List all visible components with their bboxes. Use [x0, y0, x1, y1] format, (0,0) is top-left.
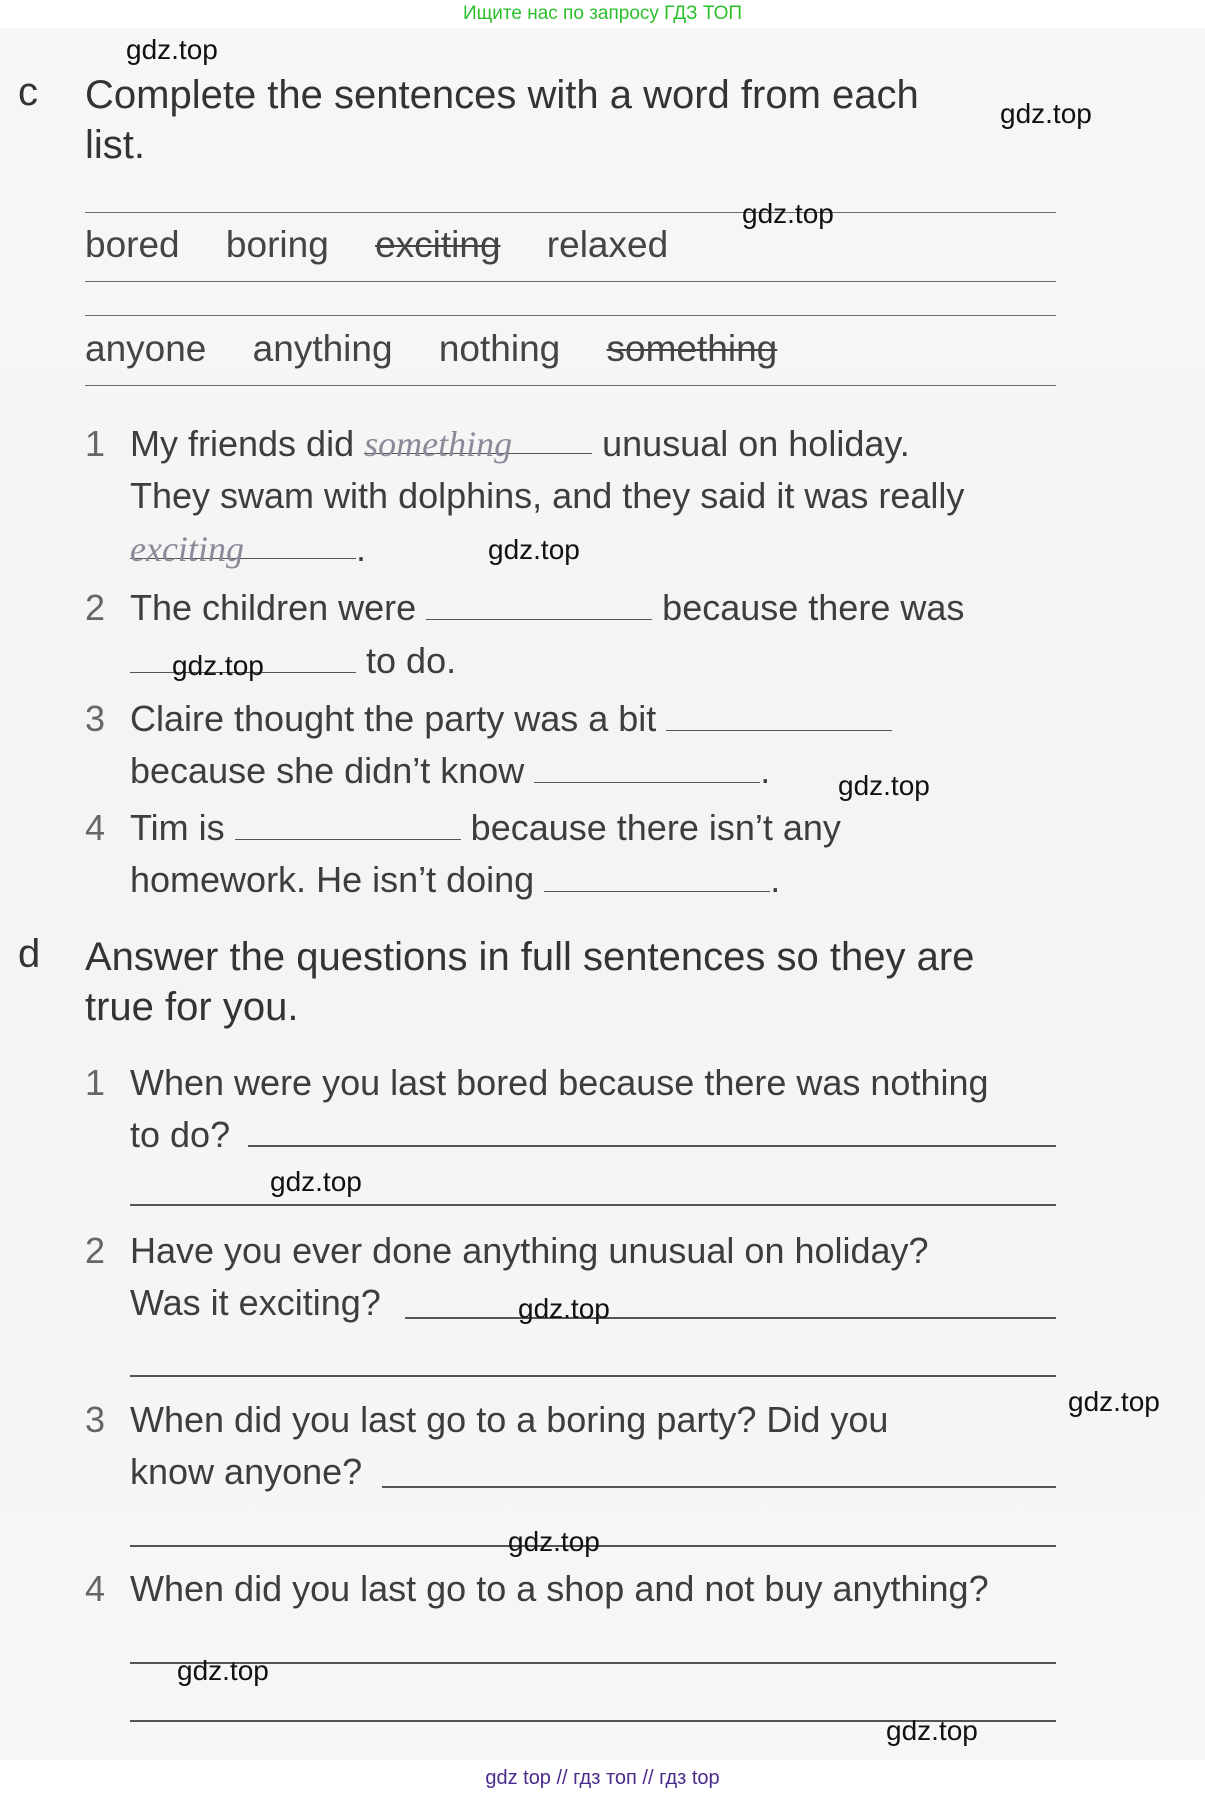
d-item2-line2: Was it exciting? — [130, 1282, 381, 1323]
c-item1-answer1: something — [364, 424, 513, 464]
c-item2-blank1[interactable] — [426, 589, 652, 620]
c-item3-text-b: because she didn’t know — [130, 750, 525, 791]
c-item3-line2 — [130, 750, 770, 792]
word-anyone: anyone — [85, 328, 207, 369]
d-item3-answer-line1[interactable] — [382, 1486, 1056, 1488]
d-item1-answer-line1[interactable] — [248, 1145, 1056, 1147]
watermark: gdz.top — [270, 1166, 362, 1197]
top-banner[interactable] — [0, 0, 1205, 28]
watermark: gdz.top — [488, 534, 580, 565]
section-d-instruction-line2: true for you. — [85, 985, 299, 1029]
section-c-instruction-line2: list. — [85, 123, 145, 167]
c-item3-number: 3 — [85, 698, 106, 739]
d-item2-answer-line2[interactable] — [130, 1375, 1056, 1377]
c-item2-text-c: to do. — [366, 640, 457, 681]
c-item1-line3 — [130, 528, 366, 570]
c-item4-text-a: Tim is — [130, 807, 225, 848]
section-c-letter: c — [18, 70, 38, 114]
word-bored: bored — [85, 224, 180, 265]
c-item4-text-c: homework. He isn’t doing — [130, 859, 535, 900]
c-item3-blank1[interactable] — [666, 700, 892, 731]
c-item3-blank2[interactable] — [534, 752, 760, 783]
c-item1-answer2: exciting — [130, 529, 244, 569]
c-item4-blank1[interactable] — [235, 809, 461, 840]
c-item1-text-b: unusual on holiday. — [602, 423, 910, 464]
c-item2-number: 2 — [85, 587, 106, 628]
word-boring: boring — [225, 224, 329, 265]
c-item1-blank1[interactable] — [364, 423, 592, 464]
c-item1-period: . — [356, 528, 367, 569]
watermark: gdz.top — [1068, 1386, 1160, 1417]
word-anything: anything — [252, 328, 393, 369]
list2-bottom-rule — [85, 385, 1056, 386]
c-item1-line1 — [130, 423, 910, 465]
c-item4-period: . — [770, 859, 781, 900]
c-item4-text-b: because there isn’t any — [470, 807, 841, 848]
c-item4-line2 — [130, 859, 780, 901]
c-item1-text-a: My friends did — [130, 423, 355, 464]
section-d-instruction-line1: Answer the questions in full sentences so they are — [85, 935, 975, 979]
word-something: something — [606, 328, 778, 369]
watermark: gdz.top — [886, 1715, 978, 1746]
d-item2-answer-line1[interactable] — [405, 1317, 1056, 1319]
c-item3-text-a: Claire thought the party was a bit — [130, 698, 657, 739]
d-item4-line1: When did you last go to a shop and not buy anything? — [130, 1568, 989, 1609]
d-item1-line1: When were you last bored because there was nothing — [130, 1062, 989, 1103]
d-item1-line2: to do? — [130, 1114, 231, 1155]
watermark: gdz.top — [742, 198, 834, 229]
word-list-2 — [85, 328, 813, 370]
watermark: gdz.top — [1000, 98, 1092, 129]
d-item4-answer-line1[interactable] — [130, 1662, 1056, 1664]
section-c-instruction-line1: Complete the sentences with a word from each — [85, 73, 919, 117]
d-item2-number: 2 — [85, 1230, 106, 1271]
d-item2-line1: Have you ever done anything unusual on holiday? — [130, 1230, 929, 1271]
d-item3-number: 3 — [85, 1399, 106, 1440]
c-item2-line1 — [130, 587, 964, 629]
d-item1-answer-line2[interactable] — [130, 1204, 1056, 1206]
watermark: gdz.top — [126, 34, 218, 65]
d-item4-number: 4 — [85, 1568, 106, 1609]
c-item1-number: 1 — [85, 423, 106, 464]
watermark: gdz.top — [172, 650, 264, 681]
watermark: gdz.top — [177, 1655, 269, 1686]
word-exciting: exciting — [375, 224, 501, 265]
c-item2-text-a: The children were — [130, 587, 417, 628]
d-item3-line1: When did you last go to a boring party? Did you — [130, 1399, 889, 1440]
c-item4-number: 4 — [85, 807, 106, 848]
c-item2-text-b: because there was — [662, 587, 965, 628]
c-item1-line2: They swam with dolphins, and they said it was really — [130, 475, 965, 516]
footer-banner[interactable] — [0, 1760, 1205, 1796]
watermark: gdz.top — [508, 1526, 600, 1557]
section-d-letter: d — [18, 932, 41, 976]
c-item1-blank2[interactable] — [130, 528, 356, 569]
d-item1-number: 1 — [85, 1062, 106, 1103]
word-relaxed: relaxed — [546, 224, 669, 265]
c-item3-period: . — [760, 750, 771, 791]
word-list-1 — [85, 224, 704, 266]
footer-banner-text[interactable]: gdz top // гдз топ // гдз top — [485, 1767, 720, 1789]
watermark: gdz.top — [838, 770, 930, 801]
watermark: gdz.top — [518, 1293, 610, 1324]
d-item3-line2: know anyone? — [130, 1451, 363, 1492]
word-nothing: nothing — [438, 328, 561, 369]
list1-top-rule — [85, 212, 1056, 213]
c-item4-blank2[interactable] — [544, 861, 770, 892]
list2-top-rule — [85, 315, 1056, 316]
c-item3-line1 — [130, 698, 892, 740]
top-banner-text[interactable]: Ищите нас по запросу ГДЗ ТОП — [462, 3, 743, 24]
list1-bottom-rule — [85, 281, 1056, 282]
c-item4-line1 — [130, 807, 841, 849]
